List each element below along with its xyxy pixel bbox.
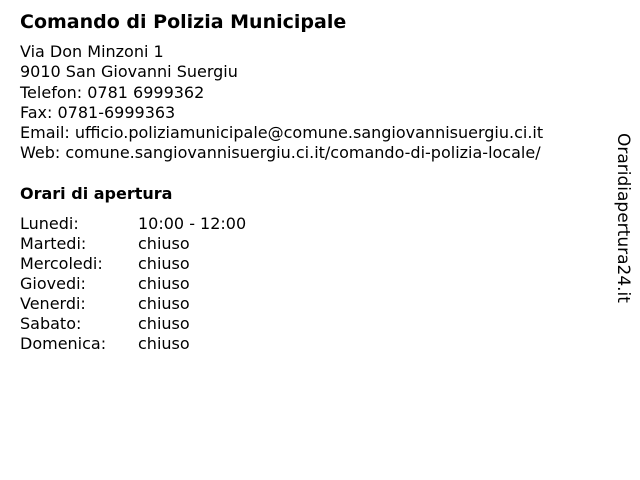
hours-value: chiuso xyxy=(138,334,190,354)
business-card xyxy=(20,10,605,354)
hours-value: chiuso xyxy=(138,233,190,253)
hours-day: Sabato: xyxy=(20,314,82,334)
hours-day: Mercoledi: xyxy=(20,253,103,273)
hours-row-friday xyxy=(20,294,605,314)
hours-list xyxy=(20,214,605,355)
side-watermark xyxy=(612,133,634,313)
page-title: Comando di Polizia Municipale xyxy=(20,11,347,33)
address-street: Via Don Minzoni 1 xyxy=(20,42,164,61)
address-city: 9010 San Giovanni Suergiu xyxy=(20,62,238,82)
hours-value: 10:00 - 12:00 xyxy=(138,213,247,233)
hours-day: Lunedi: xyxy=(20,213,79,233)
web-text: Web: comune.sangiovannisuergiu.ci.it/comando-di-polizia-locale/ xyxy=(20,143,541,163)
hours-day: Martedi: xyxy=(20,233,87,253)
hours-row-monday xyxy=(20,214,605,234)
phone-text: Telefon: 0781 6999362 xyxy=(20,82,205,102)
hours-day: Venerdi: xyxy=(20,294,86,314)
hours-value: chiuso xyxy=(138,294,190,314)
hours-row-sunday xyxy=(20,334,605,354)
hours-value: chiuso xyxy=(138,274,190,294)
brand-text: Oraridiapertura24.it xyxy=(613,133,633,303)
hours-row-tuesday xyxy=(20,234,605,254)
email-text: Email: ufficio.poliziamunicipale@comune.sangiovannisuergiu.ci.it xyxy=(20,123,544,143)
hours-row-thursday xyxy=(20,274,605,294)
hours-row-wednesday xyxy=(20,254,605,274)
fax-text: Fax: 0781-6999363 xyxy=(20,102,176,122)
hours-row-saturday xyxy=(20,314,605,334)
hours-value: chiuso xyxy=(138,253,190,273)
hours-heading: Orari di apertura xyxy=(20,183,173,203)
hours-value: chiuso xyxy=(138,314,190,334)
hours-day: Giovedi: xyxy=(20,274,86,294)
hours-day: Domenica: xyxy=(20,334,107,354)
